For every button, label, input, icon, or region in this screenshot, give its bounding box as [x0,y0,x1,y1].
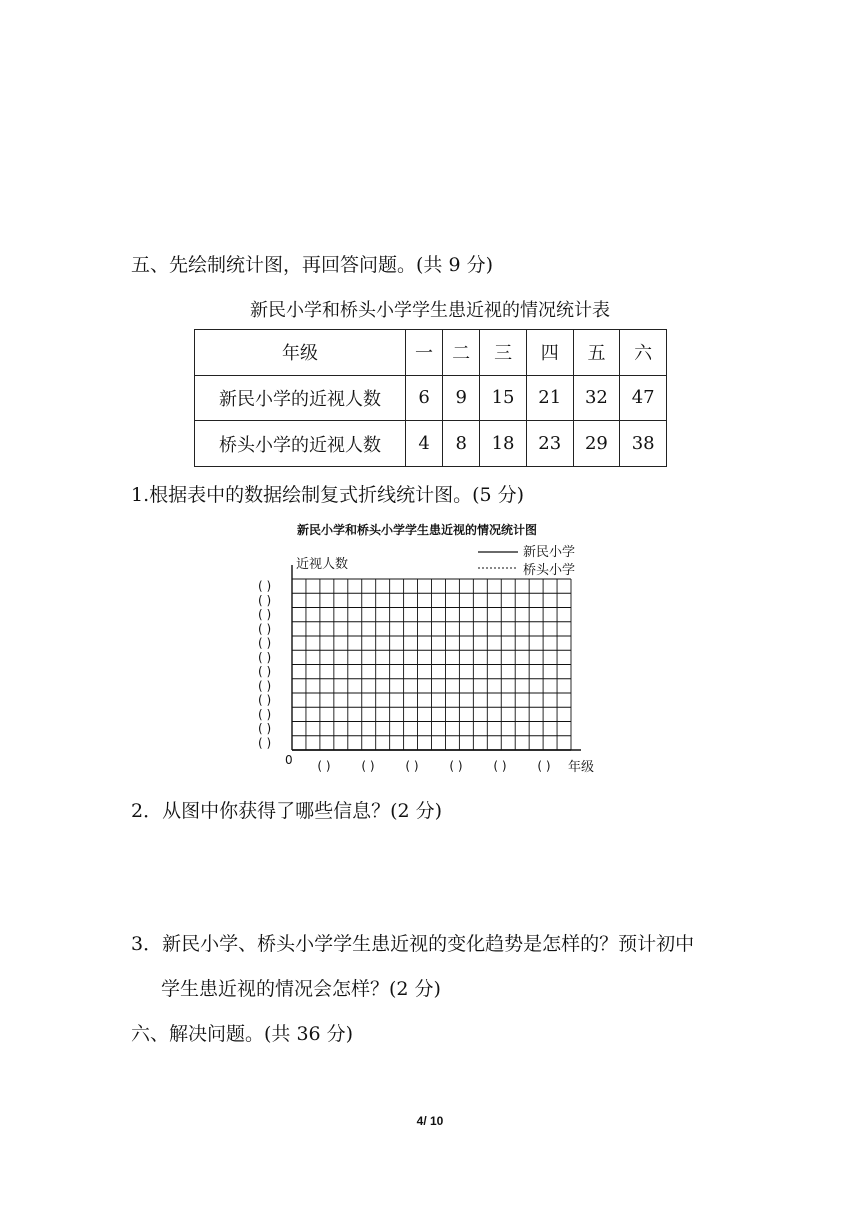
value-cell: 38 [620,421,667,467]
grade-cell: 二 [443,330,480,376]
grade-cell: 五 [573,330,620,376]
value-cell: 23 [526,421,573,467]
value-cell: 18 [480,421,527,467]
y-tick-label: ( ) [258,579,272,594]
x-tick-label: ( ) [405,759,419,773]
value-cell: 47 [620,375,667,421]
x-tick-label: ( ) [493,759,507,773]
row-label: 桥头小学的近视人数 [195,421,406,467]
value-cell: 32 [573,375,620,421]
table-row [195,421,667,467]
page-number: 4/ 10 [416,1114,444,1128]
value-cell: 15 [480,375,527,421]
value-cell: 29 [573,421,620,467]
row-label: 新民小学的近视人数 [195,375,406,421]
y-tick-label: ( ) [258,650,272,665]
grid-lines [292,565,581,750]
value-cell: 6 [406,375,443,421]
x-tick-label: ( ) [317,759,331,773]
grade-cell: 六 [620,330,667,376]
origin-label: 0 [285,753,293,767]
value-cell: 4 [406,421,443,467]
legend-label-qiaotou: 桥头小学 [523,563,576,578]
grade-cell: 三 [480,330,527,376]
value-cell: 9 [443,375,480,421]
section-5-title: 五、先绘制统计图，再回答问题。(共 9 分) [131,254,493,276]
section-6-title: 六、解决问题。(共 36 分) [131,1023,354,1045]
y-tick-label: ( ) [258,693,272,708]
table-row [195,375,667,421]
y-axis-label: 近视人数 [296,557,349,572]
y-tick-label: ( ) [258,621,272,636]
y-tick-label: ( ) [258,735,272,750]
y-tick-label: ( ) [258,707,272,722]
x-tick-label: ( ) [537,759,551,773]
chart-title: 新民小学和桥头小学学生患近视的情况统计图 [296,523,538,537]
y-tick-label: ( ) [258,721,272,736]
question-2: 2．从图中你获得了哪些信息？(2 分) [131,800,443,822]
x-axis-label: 年级 [568,760,595,775]
grade-cell: 四 [526,330,573,376]
y-tick-label: ( ) [258,593,272,608]
question-3-line-2: 学生患近视的情况会怎样？(2 分) [161,978,441,1000]
table-caption: 新民小学和桥头小学学生患近视的情况统计表 [250,300,610,321]
stats-table [194,329,667,467]
x-tick-label: ( ) [361,759,375,773]
y-tick-label: ( ) [258,607,272,622]
y-tick-label: ( ) [258,636,272,651]
grade-cell: 一 [406,330,443,376]
y-tick-label: ( ) [258,678,272,693]
table-header-row [195,330,667,376]
question-1: 1.根据表中的数据绘制复式折线统计图。(5 分) [131,484,525,506]
y-tick-label: ( ) [258,664,272,679]
axis-labels [258,579,594,775]
x-tick-label: ( ) [449,759,463,773]
question-3-line-1: 3．新民小学、桥头小学学生患近视的变化趋势是怎样的？预计初中 [131,933,695,955]
legend-label-xinmin: 新民小学 [523,545,576,560]
line-chart-grid [250,515,610,780]
value-cell: 8 [443,421,480,467]
value-cell: 21 [526,375,573,421]
table-header-label: 年级 [195,330,406,376]
